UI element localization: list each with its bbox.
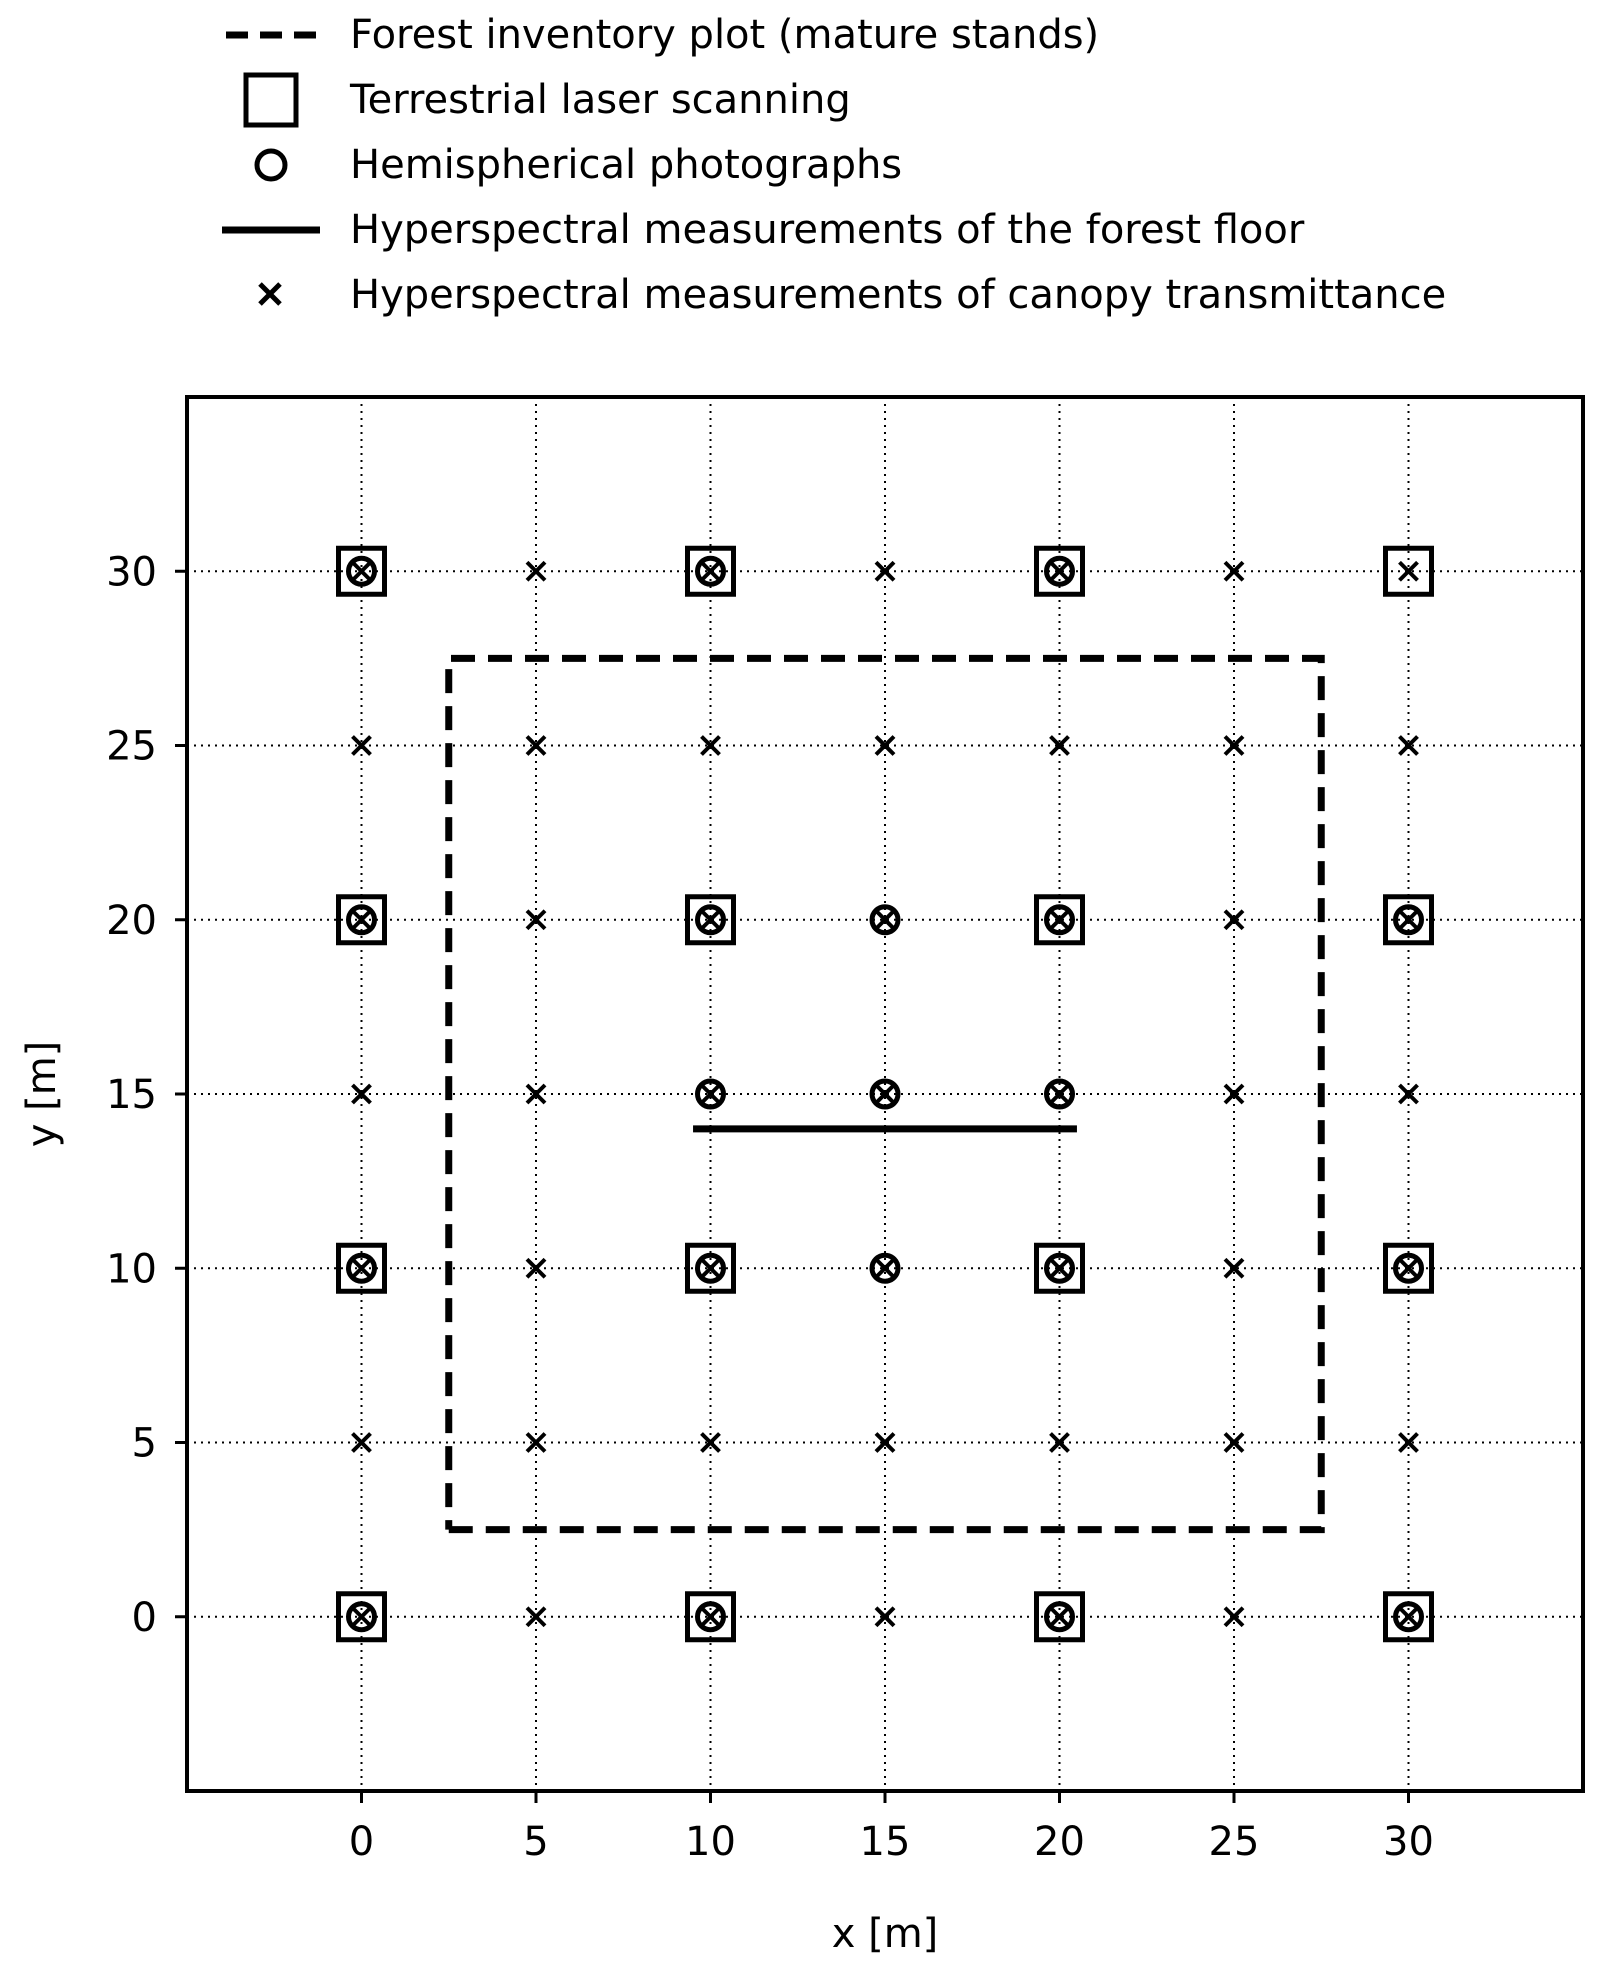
transmittance-point-10-30: [702, 562, 720, 580]
x-tick-label-30: 30: [1383, 1819, 1434, 1865]
legend-label-terrestrial-laser-scanning: Terrestrial laser scanning: [350, 77, 851, 123]
legend-label-canopy-transmittance: Hyperspectral measurements of canopy transmittance: [350, 272, 1447, 318]
transmittance-point-10-10: [702, 1259, 720, 1277]
x-axis-label: x [m]: [831, 1911, 939, 1957]
y-tick-label-30: 30: [106, 549, 157, 596]
y-tick-label-25: 25: [106, 723, 157, 770]
transmittance-point-25-10: [1225, 1259, 1243, 1277]
legend-label-forest-inventory-plot: Forest inventory plot (mature stands): [350, 12, 1100, 58]
legend-label-forest-floor: Hyperspectral measurements of the forest floor: [350, 207, 1305, 253]
transmittance-point-20-15: [1051, 1085, 1069, 1103]
transmittance-point-15-15: [876, 1085, 894, 1103]
y-tick-label-20: 20: [106, 897, 157, 944]
legend-symbol-x: [260, 284, 280, 304]
x-tick-label-15: 15: [859, 1819, 911, 1865]
legend-label-hemispherical-photographs: Hemispherical photographs: [350, 142, 903, 188]
transmittance-point-10-20: [702, 911, 720, 929]
transmittance-point-25-15: [1225, 1085, 1243, 1103]
x-tick-label-5: 5: [523, 1819, 549, 1865]
transmittance-point-20-20: [1051, 911, 1069, 929]
transmittance-point-15-25: [876, 737, 894, 755]
transmittance-point-5-30: [527, 562, 545, 580]
x-tick-label-25: 25: [1208, 1819, 1260, 1865]
transmittance-point-10-15: [702, 1085, 720, 1103]
transmittance-point-5-25: [527, 737, 545, 755]
transmittance-point-30-30: [1400, 562, 1418, 580]
transmittance-point-30-15: [1400, 1085, 1418, 1103]
y-axis-label: y [m]: [19, 1040, 65, 1148]
transmittance-point-5-10: [527, 1259, 545, 1277]
transmittance-point-5-20: [527, 911, 545, 929]
transmittance-point-10-25: [702, 737, 720, 755]
y-tick-label-10: 10: [106, 1246, 157, 1293]
transmittance-point-25-25: [1225, 737, 1243, 755]
legend-symbol-square: [246, 75, 296, 125]
transmittance-point-30-20: [1400, 911, 1418, 929]
transmittance-point-20-10: [1051, 1259, 1069, 1277]
transmittance-point-15-10: [876, 1259, 894, 1277]
legend: [222, 12, 1446, 318]
legend-symbol-circle: [257, 151, 285, 179]
x-tick-label-10: 10: [685, 1819, 736, 1865]
x-tick-label-0: 0: [348, 1819, 375, 1865]
y-tick-label-15: 15: [106, 1072, 157, 1118]
y-tick-label-0: 0: [131, 1594, 157, 1641]
transmittance-point-15-20: [876, 911, 894, 929]
transmittance-point-15-30: [876, 562, 894, 580]
transmittance-point-20-30: [1051, 562, 1069, 580]
transmittance-point-25-30: [1225, 562, 1243, 580]
x-tick-label-20: 20: [1034, 1819, 1085, 1865]
transmittance-point-25-20: [1225, 911, 1243, 929]
transmittance-point-20-25: [1051, 737, 1069, 755]
transmittance-point-5-15: [527, 1085, 545, 1103]
transmittance-point-30-25: [1400, 737, 1418, 755]
transmittance-point-30-10: [1400, 1259, 1418, 1277]
y-tick-label-5: 5: [131, 1420, 157, 1467]
